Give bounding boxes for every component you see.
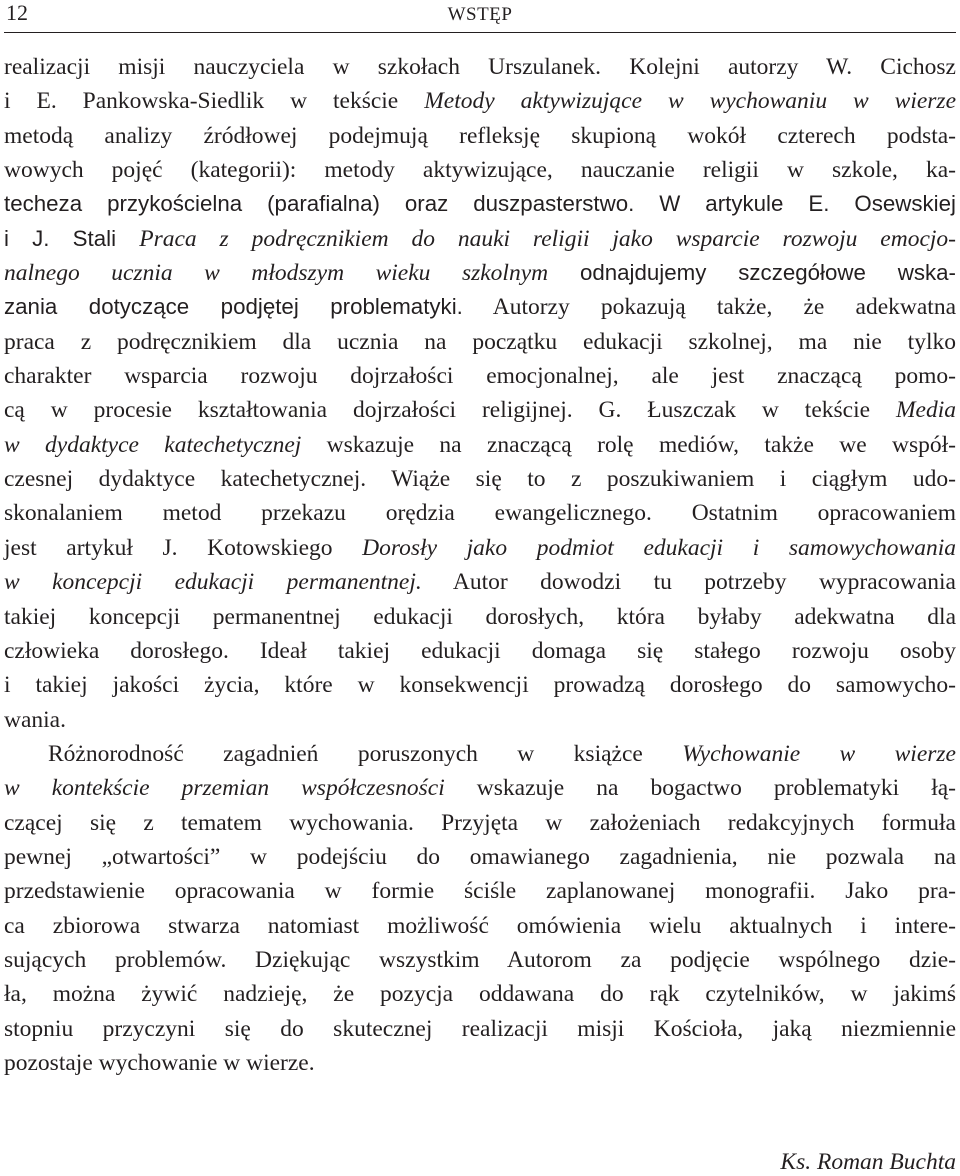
text-line: techeza przykościelna (parafialna) oraz duszpasterstwo. W artykule E. Osewskiej [4, 191, 956, 217]
text-line: skonalaniem metod przekazu orędzia ewangelicznego. Ostatnim opracowaniem [4, 500, 956, 527]
work-title: Metody aktywizujące w wychowaniu w wierze [424, 88, 956, 115]
text-line: i J. Stali Praca z podręcznikiem do nauki religii jako wsparcie rozwoju emocjo- [4, 225, 956, 252]
body-text [4, 50, 956, 1080]
text-line: pozostaje wychowanie w wierze. [4, 1049, 315, 1076]
text-line: w kontekście przemian współczesności wskazuje na bogactwo problematyki łą- [4, 775, 956, 802]
text-line: w koncepcji edukacji permanentnej. Autor dowodzi tu potrzeby wypracowania [4, 569, 956, 596]
work-title: nalnego ucznia w młodszym wieku szkolnym [4, 260, 549, 287]
text-line: sujących problemów. Dziękując wszystkim Autorom za podjęcie wspólnego dzie- [4, 946, 956, 973]
header-rule [4, 32, 956, 33]
text-line: wania. [4, 706, 66, 733]
work-title: w dydaktyce katechetycznej [4, 431, 302, 458]
text-line: stopniu przyczyni się do skutecznej realizacji misji Kościoła, jaką niezmiennie [4, 1015, 956, 1042]
text-line: czącej się z tematem wychowania. Przyjęta w założeniach redakcyjnych formuła [4, 809, 956, 836]
text-line: czesnej dydaktyce katechetycznej. Wiąże się to z poszukiwaniem i ciągłym udo- [4, 466, 956, 493]
page-number: 12 [6, 0, 28, 25]
work-title: Dorosły jako podmiot edukacji i samowychowania [362, 534, 956, 561]
text-line: pewnej „otwartości” w podejściu do omawianego zagadnienia, nie pozwala na [4, 843, 956, 870]
text-line: charakter wsparcia rozwoju dojrzałości emocjonalnej, ale jest znaczącą pomo- [4, 363, 956, 390]
text-line: metodą analizy źródłowej podejmują refleksję skupioną wokół czterech podsta- [4, 122, 956, 149]
text-line: takiej koncepcji permanentnej edukacji dorosłych, która byłaby adekwatna dla [4, 603, 956, 630]
text-line: zania dotyczące podjętej problematyki. Autorzy pokazują także, że adekwatna [4, 294, 956, 321]
text-line: wowych pojęć (kategorii): metody aktywizujące, nauczanie religii w szkole, ka- [4, 157, 956, 184]
work-title: w koncepcji edukacji permanentnej. [4, 569, 422, 596]
text-line: realizacji misji nauczyciela w szkołach Urszulanek. Kolejni autorzy W. Cichosz [4, 54, 956, 80]
text-line: ła, można żywić nadzieję, że pozycja oddawana do rąk czytelników, w jakimś [4, 981, 956, 1008]
author-signature: Ks. Roman Buchta [780, 1149, 956, 1175]
text-line: w dydaktyce katechetycznej wskazuje na znaczącą rolę mediów, także we współ- [4, 431, 956, 458]
paragraph-2 [4, 737, 956, 1080]
text-line: jest artykuł J. Kotowskiego Dorosły jako podmiot edukacji i samowychowania [4, 534, 956, 561]
work-title: Media [895, 397, 956, 424]
running-head: WSTĘP [447, 4, 513, 25]
text-line: przedstawienie opracowania w formie ściśle zaplanowanej monografii. Jako pra- [4, 878, 956, 905]
work-title: Wychowanie w wierze [682, 740, 956, 767]
text-line: praca z podręcznikiem dla ucznia na początku edukacji szkolnej, ma nie tylko [4, 328, 956, 355]
work-title: Praca z podręcznikiem do nauki religii jako wsparcie rozwoju emocjo- [139, 225, 956, 252]
text-line: i takiej jakości życia, które w konsekwencji prowadzą dorosłego do samowycho- [4, 672, 956, 699]
text-line: ca zbiorowa stwarza natomiast możliwość omówienia wielu aktualnych i intere- [4, 912, 956, 939]
paragraph-1 [4, 50, 956, 737]
text-line: człowieka dorosłego. Ideał takiej edukacji domaga się stałego rozwoju osoby [4, 637, 956, 664]
page-header [0, 0, 960, 34]
text-line: nalnego ucznia w młodszym wieku szkolnym odnajdujemy szczegółowe wska- [4, 260, 956, 287]
text-line: cą w procesie kształtowania dojrzałości religijnej. G. Łuszczak w tekście Media [4, 397, 956, 424]
work-title: w kontekście przemian współczesności [4, 775, 445, 802]
text-line: i E. Pankowska-Siedlik w tekście Metody aktywizujące w wychowaniu w wierze [4, 88, 956, 115]
text-line: Różnorodność zagadnień poruszonych w książce Wychowanie w wierze [48, 740, 956, 767]
